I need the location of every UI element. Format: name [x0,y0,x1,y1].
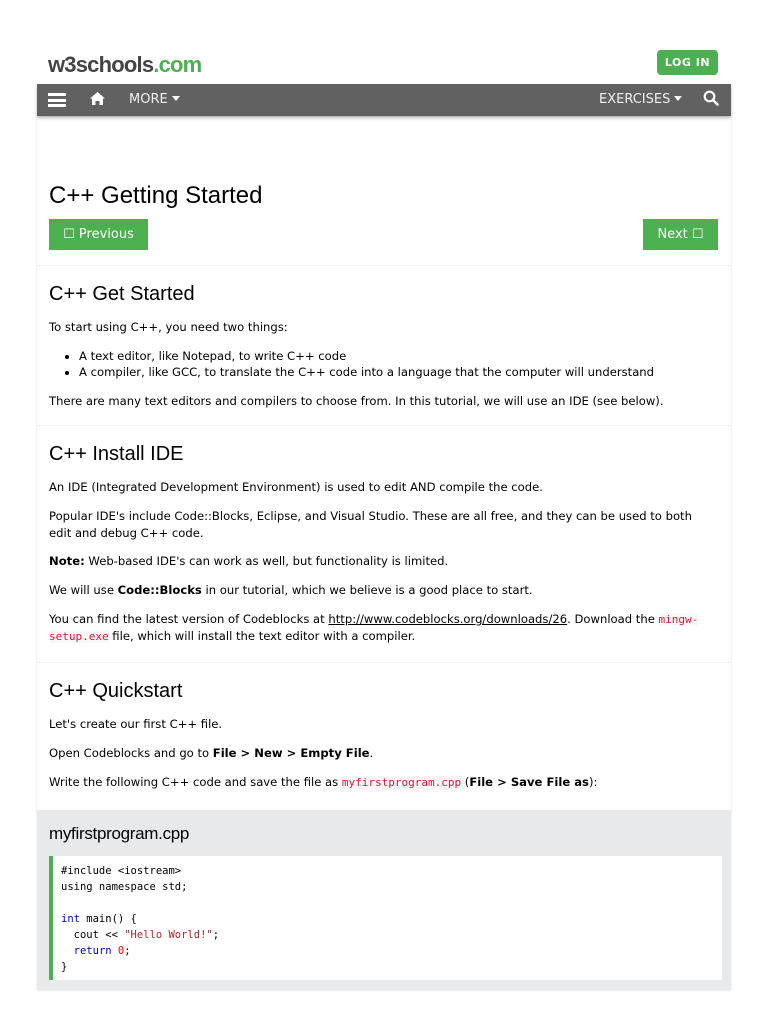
nav-more-menu[interactable] [129,84,180,116]
get-started-section [37,265,731,426]
nav-more-label: MORE [129,92,168,107]
text-span: Open Codeblocks and go to [49,746,213,760]
previous-button[interactable]: ☐ Previous [49,219,148,250]
title-section [37,116,731,266]
example-title: myfirstprogram.cpp [49,824,190,843]
list-item: • A text editor, like Notepad, to write C++ code [79,348,654,364]
text-span: in our tutorial, which we believe is a good place to start. [201,583,533,597]
text-span: You can find the latest version of Codeblocks at [49,612,329,626]
home-icon[interactable] [89,84,106,116]
top-header [0,0,768,84]
inline-code: myfirstprogram.cpp [341,776,462,789]
text-span: ( [461,775,470,789]
section-heading: C++ Quickstart [49,680,183,702]
section-heading: C++ Get Started [49,283,195,305]
inline-code: mingw-setup.exe [49,613,699,643]
text-span: Write the following C++ code and save the file as [49,775,342,789]
code-block [61,863,219,975]
login-button[interactable]: LOG IN [657,50,718,75]
code-line: using namespace std; [61,881,188,893]
bold-span: Code::Blocks [117,583,202,597]
w3schools-logo[interactable] [48,52,201,78]
text-span: . [369,746,374,760]
nav-exercises-label: EXERCISES [599,92,671,107]
code-line: main() { [79,913,137,925]
text-span: We will use [49,583,118,597]
code-line: ; [124,945,131,957]
note-label: Note: [49,554,85,568]
text-span: ): [588,775,598,789]
list-item: • A compiler, like GCC, to translate the C++ code into a language that the computer will understand [79,364,654,380]
code-number: 0 [117,945,125,957]
main-content [37,116,731,990]
code-line: #include <iostream> [61,865,182,877]
popular-ides-text: Popular IDE's include Code::Blocks, Eclipse, and Visual Studio. These are all free, and they can be used to both edit and debug C++ code. [49,509,692,540]
section-heading: C++ Install IDE [49,443,184,465]
logo-main: w3schools [48,52,154,77]
code-keyword: int [61,913,80,925]
outro-text: There are many text editors and compilers to choose from. In this tutorial, we will use an IDE (see below). [49,394,664,408]
requirements-list [49,348,654,380]
quickstart-intro-text: Let's create our first C++ file. [49,717,223,731]
intro-text: To start using C++, you need two things: [49,320,288,334]
next-button[interactable]: Next ☐ [643,219,718,250]
top-navbar [37,84,731,116]
save-file-text [49,774,717,791]
download-text [49,611,717,645]
caret-down-icon [172,96,180,101]
text-span: . Download the [567,612,659,626]
note-body: Web-based IDE's can work as well, but functionality is limited. [84,554,449,568]
open-codeblocks-text [49,745,717,762]
bold-span: File > Save File as [469,775,589,789]
code-string: "Hello World!" [124,929,213,941]
code-line: cout << [61,929,125,941]
quickstart-section [37,662,731,810]
code-line: } [61,961,68,973]
bold-span: File > New > Empty File [212,746,370,760]
codeblocks-text [49,582,717,599]
text-span: file, which will install the text editor with a compiler. [108,629,416,643]
install-ide-section [37,425,731,663]
code-line: ; [212,929,220,941]
code-box [49,856,722,980]
search-icon[interactable] [703,84,719,116]
logo-domain: .com [153,52,202,77]
note-text [49,553,717,570]
ide-definition-text: An IDE (Integrated Development Environment) is used to edit AND compile the code. [49,480,543,494]
codeblocks-download-link[interactable]: http://www.codeblocks.org/downloads/26 [328,612,568,626]
code-example [37,810,731,990]
code-keyword: return [73,945,112,957]
page-title: C++ Getting Started [49,182,263,209]
caret-down-icon [674,96,682,101]
menu-icon[interactable] [48,93,66,107]
nav-exercises-menu[interactable] [599,84,682,116]
